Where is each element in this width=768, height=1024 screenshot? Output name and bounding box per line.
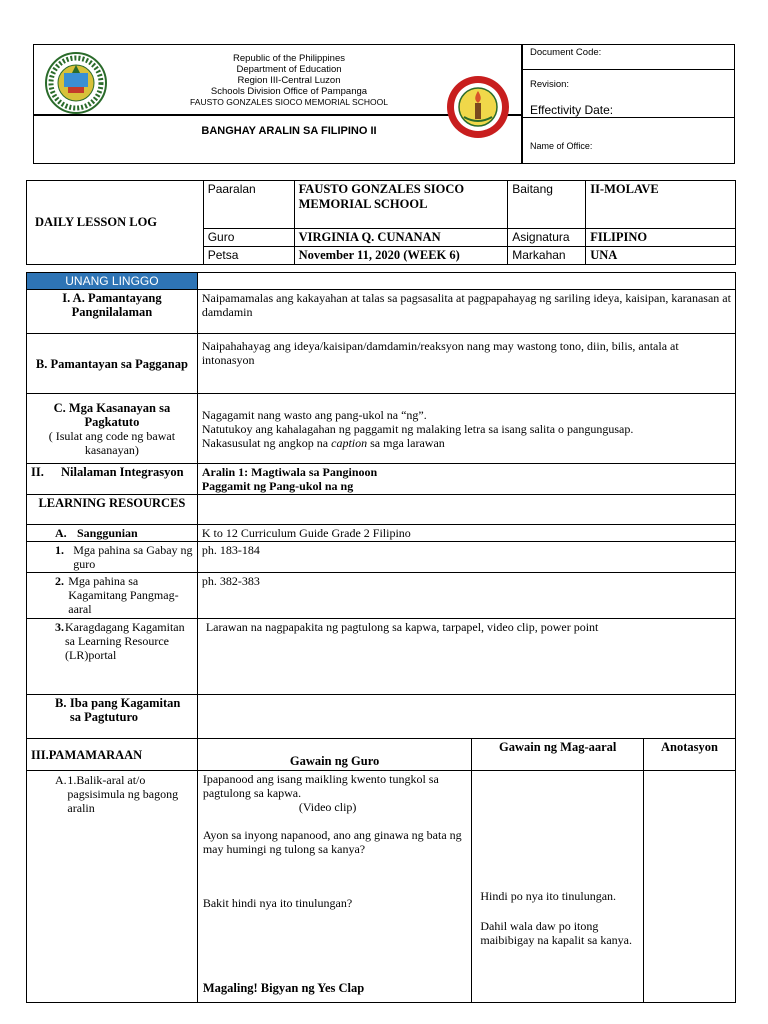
daily-lesson-log-table (26, 180, 736, 265)
aralin-subtitle: Paggamit ng Pang-ukol na ng (201, 479, 354, 493)
school-seal-icon (440, 73, 516, 141)
baitang-label: Baitang (508, 181, 586, 229)
document-header (33, 44, 735, 164)
pamantayan-pagganap-value: Naipahahayag ang ideya/kaisipan/damdamin/reaksyon nang may wastong tono, diin, bilis, antala at intonasyon (197, 334, 735, 394)
petsa-label: Petsa (203, 247, 294, 265)
karagdagang-kagamitan-label: Karagdagang Kagamitan sa Learning Resource (LR)portal (65, 620, 185, 662)
sanggunian-value: K to 12 Curriculum Guide Grade 2 Filipino (197, 525, 735, 542)
guro-step-4: Magaling! Bigyan ng Yes Clap (202, 981, 365, 995)
header-line-5: FAUSTO GONZALES SIOCO MEMORIAL SCHOOL (190, 97, 388, 107)
kasanayan-item-2: Natutukoy ang kahalagahan ng paggamit ng malaking letra sa isang salita o pangungusap. (201, 421, 634, 436)
gawain-guro-header: Gawain ng Guro (197, 739, 472, 771)
guro-step-1: Ipapanood ang isang maikling kwento tungkol sa pagtulong sa kapwa. (202, 772, 439, 800)
asignatura-label: Asignatura (508, 229, 586, 247)
lesson-plan-table: UNANG LINGGO I. A. Pamantayang Pangnilalaman Naipamamalas ang kakayahan at talas sa pagsasalita at pagpapahayag ng sariling ideya, kaisipan, karanasan at damdamin B. Pamantayan sa Pagganap Naipahahayag ang ideya/kaisipan/damdamin/reaksyon nang may wastong tono, diin, bilis, antala at intonasyon C. Mga Kasanayan sa Pagkatuto ( Isulat ang code ng bawat kasanayan) Nagagamit nang wasto ang pang-ukol na “ng”. Natutukoy ang kahalagahan ng paggamit ng malaking letra sa isang salita o pangungusap. Nakasusulat ng angkop na caption sa mga larawan II. Nilalaman Integrasyon Aralin 1: Magtiwala sa Panginoon Paggamit ng Pang-ukol na ng LEARNING RESOURCES A. Sanggunian K to 12 Curriculum Guide Grade 2 Filipino 1. Mga pahina sa Gabay ng guro ph. 183-184 2. Mga pahina sa Kagamitang Pangmag-aaral ph. 382-383 3. Karagdagang Kagamitan sa Learning Resource (LR)portal Larawan na nagpapakita ng pagtulong sa kapwa, tarpapel, video clip, power point B. Iba pang Kagamitan sa Pagtuturo III.PAMAMARAAN Gawain ng Guro Gawain ng Mag-aaral Anotasyon A. 1.Balik-aral at/o pagsisimula ng bagong aralin Ipapanood ang isang maikling kwento tungkol sa pagtulong sa kapwa. (Video clip) Ayon sa inyong napanood, ano ang ginawa ng bata ng may humingi ng tulong sa kanya? Bakit hindi nya ito tinulungan? Magaling! Bigyan ng Yes Clap Hindi po nya ito tinulungan. Dahil wala daw po itong maibibigay na kapalit sa kanya. (26, 272, 736, 1003)
guro-step-1b: (Video clip) (298, 800, 357, 814)
effectivity-date-label: Effectivity Date: (530, 103, 614, 117)
pamamaraan-label: III.PAMAMARAAN (27, 739, 198, 771)
kasanayan-sublabel: ( Isulat ang code ng bawat kasanayan) (48, 428, 176, 457)
kasanayan-item-3: Nakasusulat ng angkop na caption sa mga larawan (201, 435, 445, 450)
sanggunian-label: Sanggunian (77, 526, 138, 540)
anotasyon-header: Anotasyon (644, 739, 736, 771)
pamantayan-pagganap-label: B. Pamantayan sa Pagganap (35, 356, 188, 371)
balik-aral-label: 1.Balik-aral at/o pagsisimula ng bagong aralin (67, 773, 179, 815)
paaralan-value: FAUSTO GONZALES SIOCO MEMORIAL SCHOOL (294, 181, 508, 229)
kasanayan-item-1: Nagagamit nang wasto ang pang-ukol na “ng”. (201, 407, 427, 422)
kagamitang-mag-aaral-label: Mga pahina sa Kagamitang Pangmag-aaral (68, 574, 179, 616)
header-line-2: Department of Education (236, 64, 342, 75)
mag-aaral-answer-1: Hindi po nya ito tinulungan. (480, 889, 617, 903)
iba-pang-kagamitan-label: Iba pang Kagamitan sa Pagtuturo (69, 696, 181, 724)
gabay-guro-label: Mga pahina sa Gabay ng guro (73, 543, 193, 571)
header-line-3: Region III-Central Luzon (237, 75, 341, 86)
gabay-guro-value: ph. 183-184 (197, 542, 735, 573)
guro-label: Guro (203, 229, 294, 247)
asignatura-value: FILIPINO (586, 229, 736, 247)
week-label: UNANG LINGGO (27, 273, 198, 290)
deped-seal-icon (38, 51, 114, 115)
baitang-value: II-MOLAVE (586, 181, 736, 229)
revision-label: Revision: (530, 79, 570, 90)
mag-aaral-answer-2: Dahil wala daw po itong maibibigay na kapalit sa kanya. (480, 919, 633, 947)
gawain-mag-aaral-header: Gawain ng Mag-aaral (472, 739, 644, 771)
petsa-value: November 11, 2020 (WEEK 6) (294, 247, 508, 265)
nilalaman-label: Nilalaman Integrasyon (61, 465, 184, 479)
nilalaman-number: II. (31, 465, 44, 479)
header-line-4: Schools Division Office of Pampanga (210, 86, 368, 97)
dll-title: DAILY LESSON LOG (27, 181, 204, 265)
guro-value: VIRGINIA Q. CUNANAN (294, 229, 508, 247)
header-line-1: Republic of the Philippines (233, 53, 345, 64)
guro-step-3: Bakit hindi nya ito tinulungan? (202, 896, 353, 910)
document-title: BANGHAY ARALIN SA FILIPINO II (201, 125, 377, 137)
markahan-value: UNA (586, 247, 736, 265)
learning-resources-label: LEARNING RESOURCES (27, 495, 198, 525)
kagamitang-mag-aaral-value: ph. 382-383 (197, 573, 735, 619)
markahan-label: Markahan (508, 247, 586, 265)
document-code-label: Document Code: (530, 47, 602, 58)
aralin-title: Aralin 1: Magtiwala sa Panginoon (201, 465, 378, 479)
office-name-label: Name of Office: (530, 141, 593, 151)
karagdagang-kagamitan-value: Larawan na nagpapakita ng pagtulong sa kapwa, tarpapel, video clip, power point (197, 619, 735, 695)
kasanayan-label: C. Mga Kasanayan sa Pagkatuto (53, 400, 171, 429)
guro-step-2: Ayon sa inyong napanood, ano ang ginawa ng bata ng may humingi ng tulong sa kanya? (202, 828, 462, 856)
paaralan-label: Paaralan (203, 181, 294, 229)
pamantayang-pangnilalaman-label: I. A. Pamantayang Pangnilalaman (62, 291, 162, 319)
pamantayang-pangnilalaman-value: Naipamamalas ang kakayahan at talas sa pagsasalita at pagpapahayag ng sariling ideya, kaisipan, karanasan at damdamin (197, 290, 735, 334)
